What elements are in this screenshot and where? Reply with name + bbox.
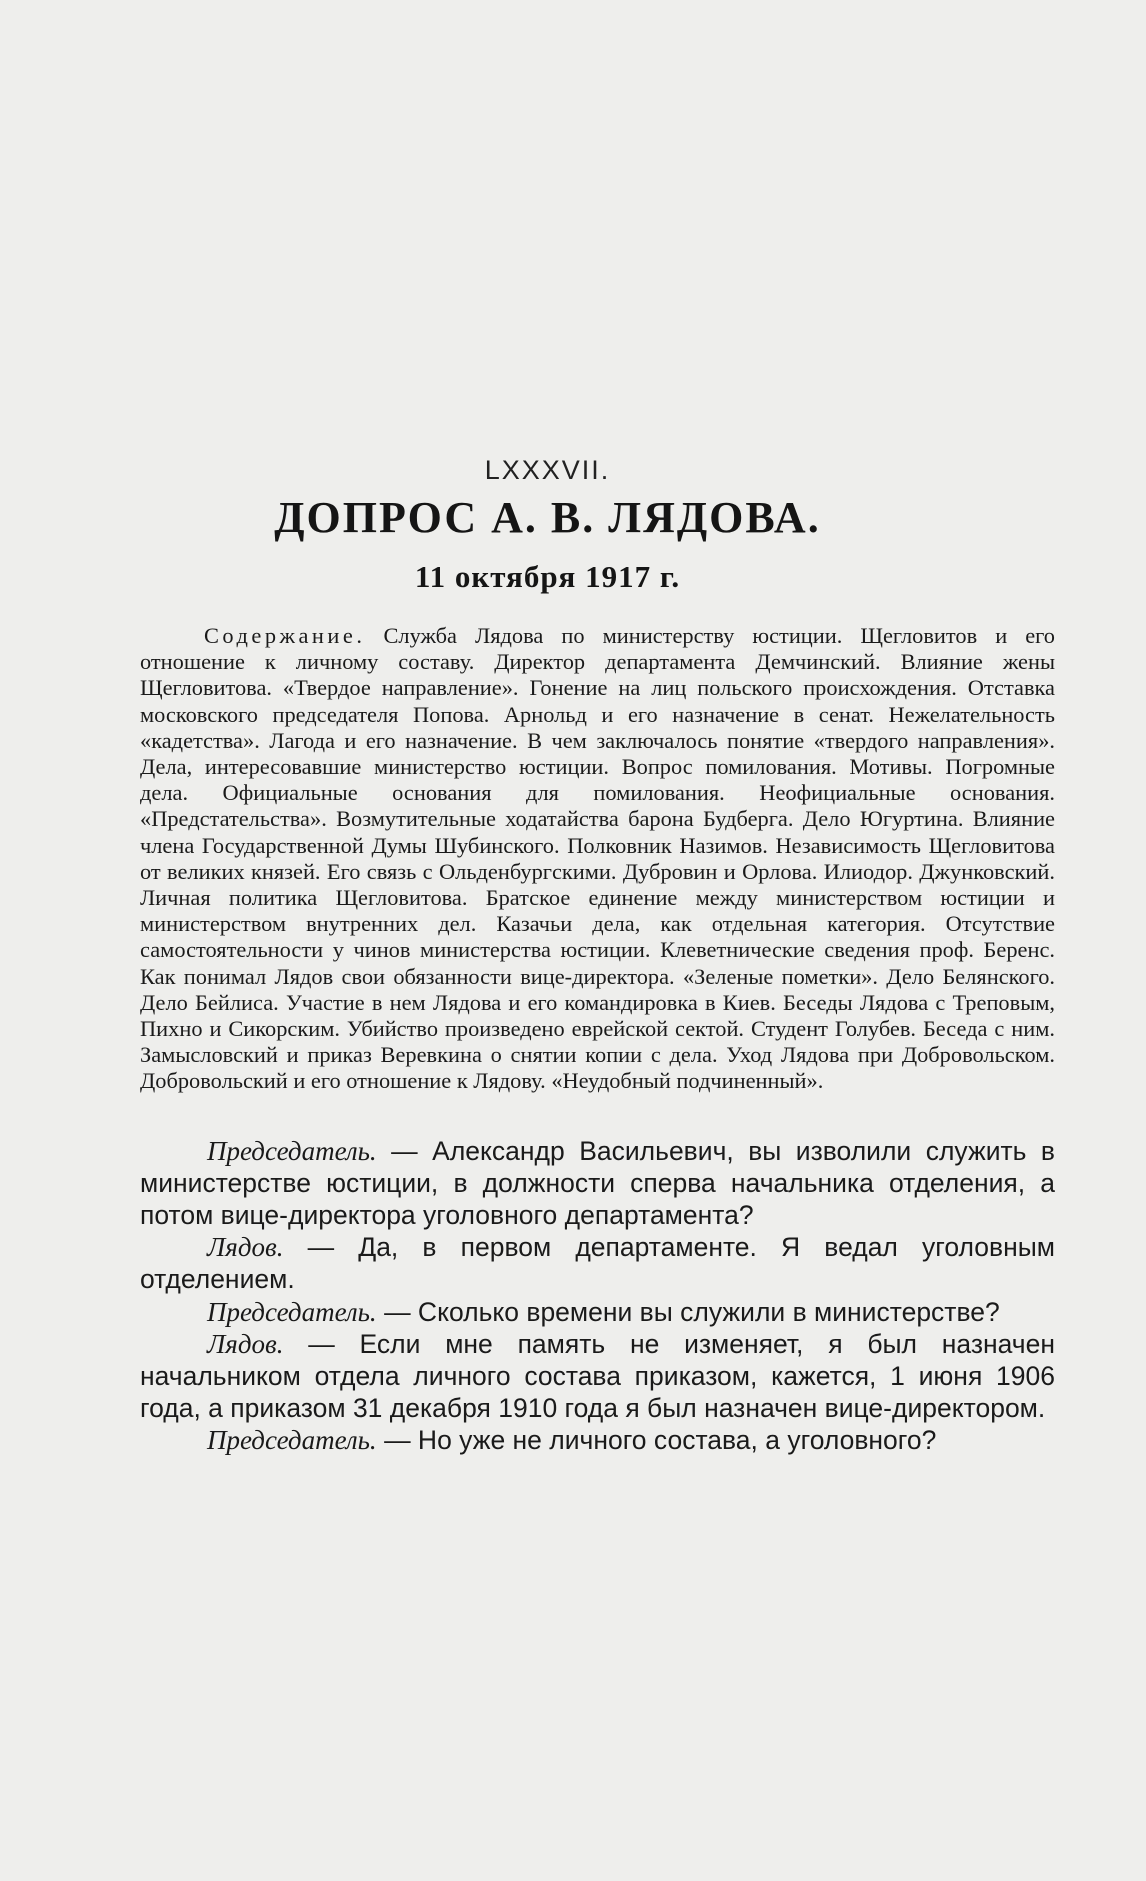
dialogue-turn <box>140 1135 1055 1232</box>
chapter-number: LXXXVII. <box>484 455 611 485</box>
speaker-name: Председатель. <box>207 1135 377 1166</box>
dialogue-turn <box>140 1424 1055 1456</box>
speaker-name: Лядов. <box>207 1232 284 1263</box>
interrogation-dialogue <box>140 1135 1055 1457</box>
summary-text: Служба Лядова по министерству юстиции. Щегловитов и его отношение к личному составу. Директор департамента Демчинский. Влияние жены Щегловитова. «Твердое направление». Гонение на лиц польского происхождения. Отставка московского председателя Попова. Арнольд и его назначение в сенат. Нежелательность «кадетства». Лагода и его назначение. В чем заключалось понятие «твердого направления». Дела, интересовавшие министерство юстиции. Вопрос помилования. Мотивы. Погромные дела. Официальные основания для помилования. Неофициальные основания. «Предстательства». Возмутительные ходатайства барона Будберга. Дело Югуртина. Влияние члена Государственной Думы Шубинского. Полковник Назимов. Независимость Щегловитова от великих князей. Его связь с Ольденбургскими. Дубровин и Орлова. Илиодор. Джунковский. Личная политика Щегловитова. Братское единение между министерством юстиции и министерством внутренних дел. Казачьи дела, как отдельная категория. Отсутствие самостоятельности у чинов министерства юстиции. Клеветнические сведения проф. Беренс. Как понимал Лядов свои обязанности вице-директора. «Зеленые пометки». Дело Белянского. Дело Бейлиса. Участие в нем Лядова и его командировка в Киев. Беседы Лядова с Треповым, Пихно и Сикорским. Убийство произведено еврейской сектой. Студент Голубев. Беседа с ним. Замысловский и приказ Веревкина о снятии копии с дела. Уход Лядова при Добровольском. Добровольский и его отношение к Лядову. «Неудобный подчиненный». <box>140 623 1055 1094</box>
document-date: 11 октября 1917 г. <box>414 559 681 594</box>
speech-text: — Да, в первом департаменте. Я ведал уголовным отделением. <box>140 1232 1055 1295</box>
speaker-name: Председатель. <box>207 1296 377 1327</box>
summary-label: Содержание. <box>204 623 366 648</box>
dialogue-turn <box>140 1328 1055 1425</box>
speaker-name: Председатель. <box>207 1425 377 1456</box>
dialogue-turn <box>140 1231 1055 1295</box>
speech-text: — Но уже не личного состава, а уголовного? <box>384 1425 937 1456</box>
speaker-name: Лядов. <box>207 1328 284 1359</box>
speech-text: — Сколько времени вы служили в министерстве? <box>384 1296 1000 1327</box>
dialogue-turn <box>140 1296 1055 1328</box>
contents-summary <box>140 623 1055 1095</box>
document-title: ДОПРОС А. В. ЛЯДОВА. <box>274 493 821 542</box>
document-page <box>140 455 1055 1457</box>
speech-text: — Александр Васильевич, вы изволили служить в министерстве юстиции, в должности сперва начальника отделения, а потом вице-директора уголовного департамента? <box>140 1135 1055 1231</box>
speech-text: — Если мне память не изменяет, я был назначен начальником отдела личного состава приказом, кажется, 1 июня 1906 года, а приказом 31 декабря 1910 года я был назначен вице-директором. <box>140 1328 1055 1424</box>
